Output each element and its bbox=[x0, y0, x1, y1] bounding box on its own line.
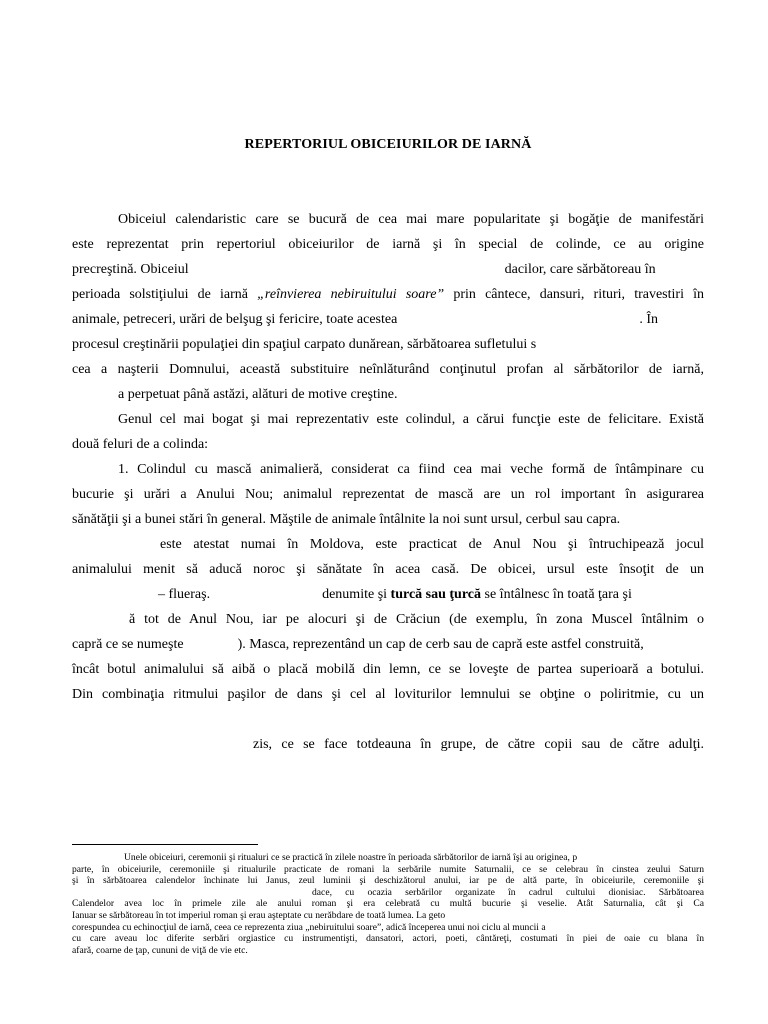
body-line-segment: – flueraş. bbox=[158, 587, 211, 602]
italic-phrase: „reînvierea nebiruitului soare” bbox=[257, 287, 445, 302]
body-line: sănătăţii şi a bunei stări în general. Măştile de animale întâlnite la noi sunt ursul, cerbul sau capra. bbox=[72, 512, 621, 527]
body-line-segment: . În bbox=[639, 312, 658, 327]
body-line: Din combinaţia ritmului paşilor de dans şi cel al loviturilor lemnului se obţine o poliritmie, cu un bbox=[72, 687, 704, 702]
body-line-segment: ). Masca, reprezentând un cap de cerb sau de capră este astfel construită, bbox=[237, 637, 644, 652]
body-line: bucurie şi urări a Anului Nou; animalul reprezentat de mască are un rol important în asigurarea bbox=[72, 487, 704, 502]
body-line-segment: perioada solstiţiului de iarnă bbox=[72, 287, 258, 302]
body-line-segment: capră ce se numeşte bbox=[72, 637, 184, 652]
footnote-line: cu care aveau loc diferite serbări orgiastice cu instrumentişti, dansatori, actori, poeti, cântăreţi, costumati în piei de oaie cu blana în bbox=[72, 933, 704, 945]
body-line bbox=[72, 287, 704, 312]
body-line bbox=[72, 637, 704, 662]
body-line bbox=[72, 312, 704, 337]
body-line: animalului menit să aducă noroc şi sănătate în acea casă. De obicei, ursul este însoţit de un bbox=[72, 562, 704, 577]
body-line-segment: precreştină. Obiceiul bbox=[72, 262, 189, 277]
body-line: procesul creştinării populaţiei din spaţiul carpato dunărean, sărbătoarea sufletului s bbox=[72, 337, 537, 352]
footnote-line: Ianuar se sărbătoreau în tot imperiul roman şi erau aşteptate cu nerăbdare de toată lumea. La geto bbox=[72, 909, 446, 921]
body-line bbox=[72, 262, 704, 287]
body-line: Obiceiul calendaristic care se bucură de cea mai mare popularitate şi bogăţie de manifestări bbox=[118, 212, 704, 227]
body-line: 1. Colindul cu mască animalieră, considerat ca fiind cea mai veche formă de întâmpinare cu bbox=[118, 462, 704, 477]
document-page bbox=[72, 0, 704, 1024]
body-line-segment: dacilor, care sărbătoreau în bbox=[504, 262, 656, 277]
footnote-line: afară, coarne de ţap, cununi de viţă de vie etc. bbox=[72, 944, 248, 956]
body-line: zis, ce se face totdeauna în grupe, de către copii sau de către adulţi. bbox=[253, 737, 704, 752]
body-line-segment: se întâlnesc în toată ţara şi bbox=[481, 587, 632, 602]
document-body bbox=[72, 212, 704, 762]
body-line: este atestat numai în Moldova, este practicat de Anul Nou şi întruchipează jocul bbox=[160, 537, 704, 552]
body-line: este reprezentat prin repertoriul obiceiurilor de iarnă şi în special de colinde, ce au origine bbox=[72, 237, 704, 252]
footnote-line: Unele obiceiuri, ceremonii şi ritualuri ce se practică în zilele noastre în perioada sărbătorilor de iarnă îşi au originea, p bbox=[124, 852, 578, 863]
body-line: încât botul animalului să aibă o placă mobilă din lemn, ce se loveşte de partea superioară a botului. bbox=[72, 662, 704, 677]
body-line: ă tot de Anul Nou, iar pe alocuri şi de Crăciun (de exemplu, în zona Muscel întâlnim o bbox=[129, 612, 704, 627]
body-line: a perpetuat până astăzi, alături de motive creştine. bbox=[118, 387, 398, 402]
footnote-separator bbox=[72, 844, 258, 845]
footnote-line: şi în sărbătoarea calendelor închinate lui Janus, zeul luminii şi deschizătorul anului, iar pe de altă parte, în obiceiurile, ceremoniile şi bbox=[72, 875, 704, 887]
body-line: cea a naşterii Domnului, această substituire neînlăturând conţinutul profan al sărbătorilor de iarnă, bbox=[72, 362, 704, 377]
body-line-segment: prin cântece, dansuri, rituri, travestiri în bbox=[444, 287, 705, 302]
footnote-line: corespundea cu echinocţiul de iarnă, ceea ce reprezenta ziua „nebiruitului soare”, adică începerea unui noi ciclu al muncii a bbox=[72, 921, 546, 933]
footnote bbox=[72, 852, 704, 956]
footnote-line: dace, cu ocazia serbărilor organizate în cadrul cultului dionisiac. Sărbătoarea bbox=[312, 886, 704, 898]
body-line-blank bbox=[72, 712, 704, 737]
body-line-segment: denumite şi bbox=[322, 587, 391, 602]
footnote-line: Calendelor avea loc în primele zile ale anului roman şi era celebrată cu multă bucurie şi veselie. Atât Saturnalia, cât şi Ca bbox=[72, 898, 704, 910]
body-line-segment: animale, petreceri, urări de belşug şi fericire, toate acestea bbox=[72, 312, 398, 327]
body-line: Genul cel mai bogat şi mai reprezentativ este colindul, a cărui funcţie este de felicitare. Există bbox=[118, 412, 704, 427]
body-line bbox=[72, 587, 704, 612]
footnote-line: parte, în obiceiurile, ceremoniile şi ritualurile practicate de romani la serbările numite Saturnalii, ce se celebrau în cinstea zeului Saturn bbox=[72, 863, 704, 875]
document-title: REPERTORIUL OBICEIURILOR DE IARNĂ bbox=[244, 137, 532, 152]
body-line: două feluri de a colinda: bbox=[72, 437, 209, 452]
bold-phrase: turcă sau ţurcă bbox=[390, 587, 482, 602]
